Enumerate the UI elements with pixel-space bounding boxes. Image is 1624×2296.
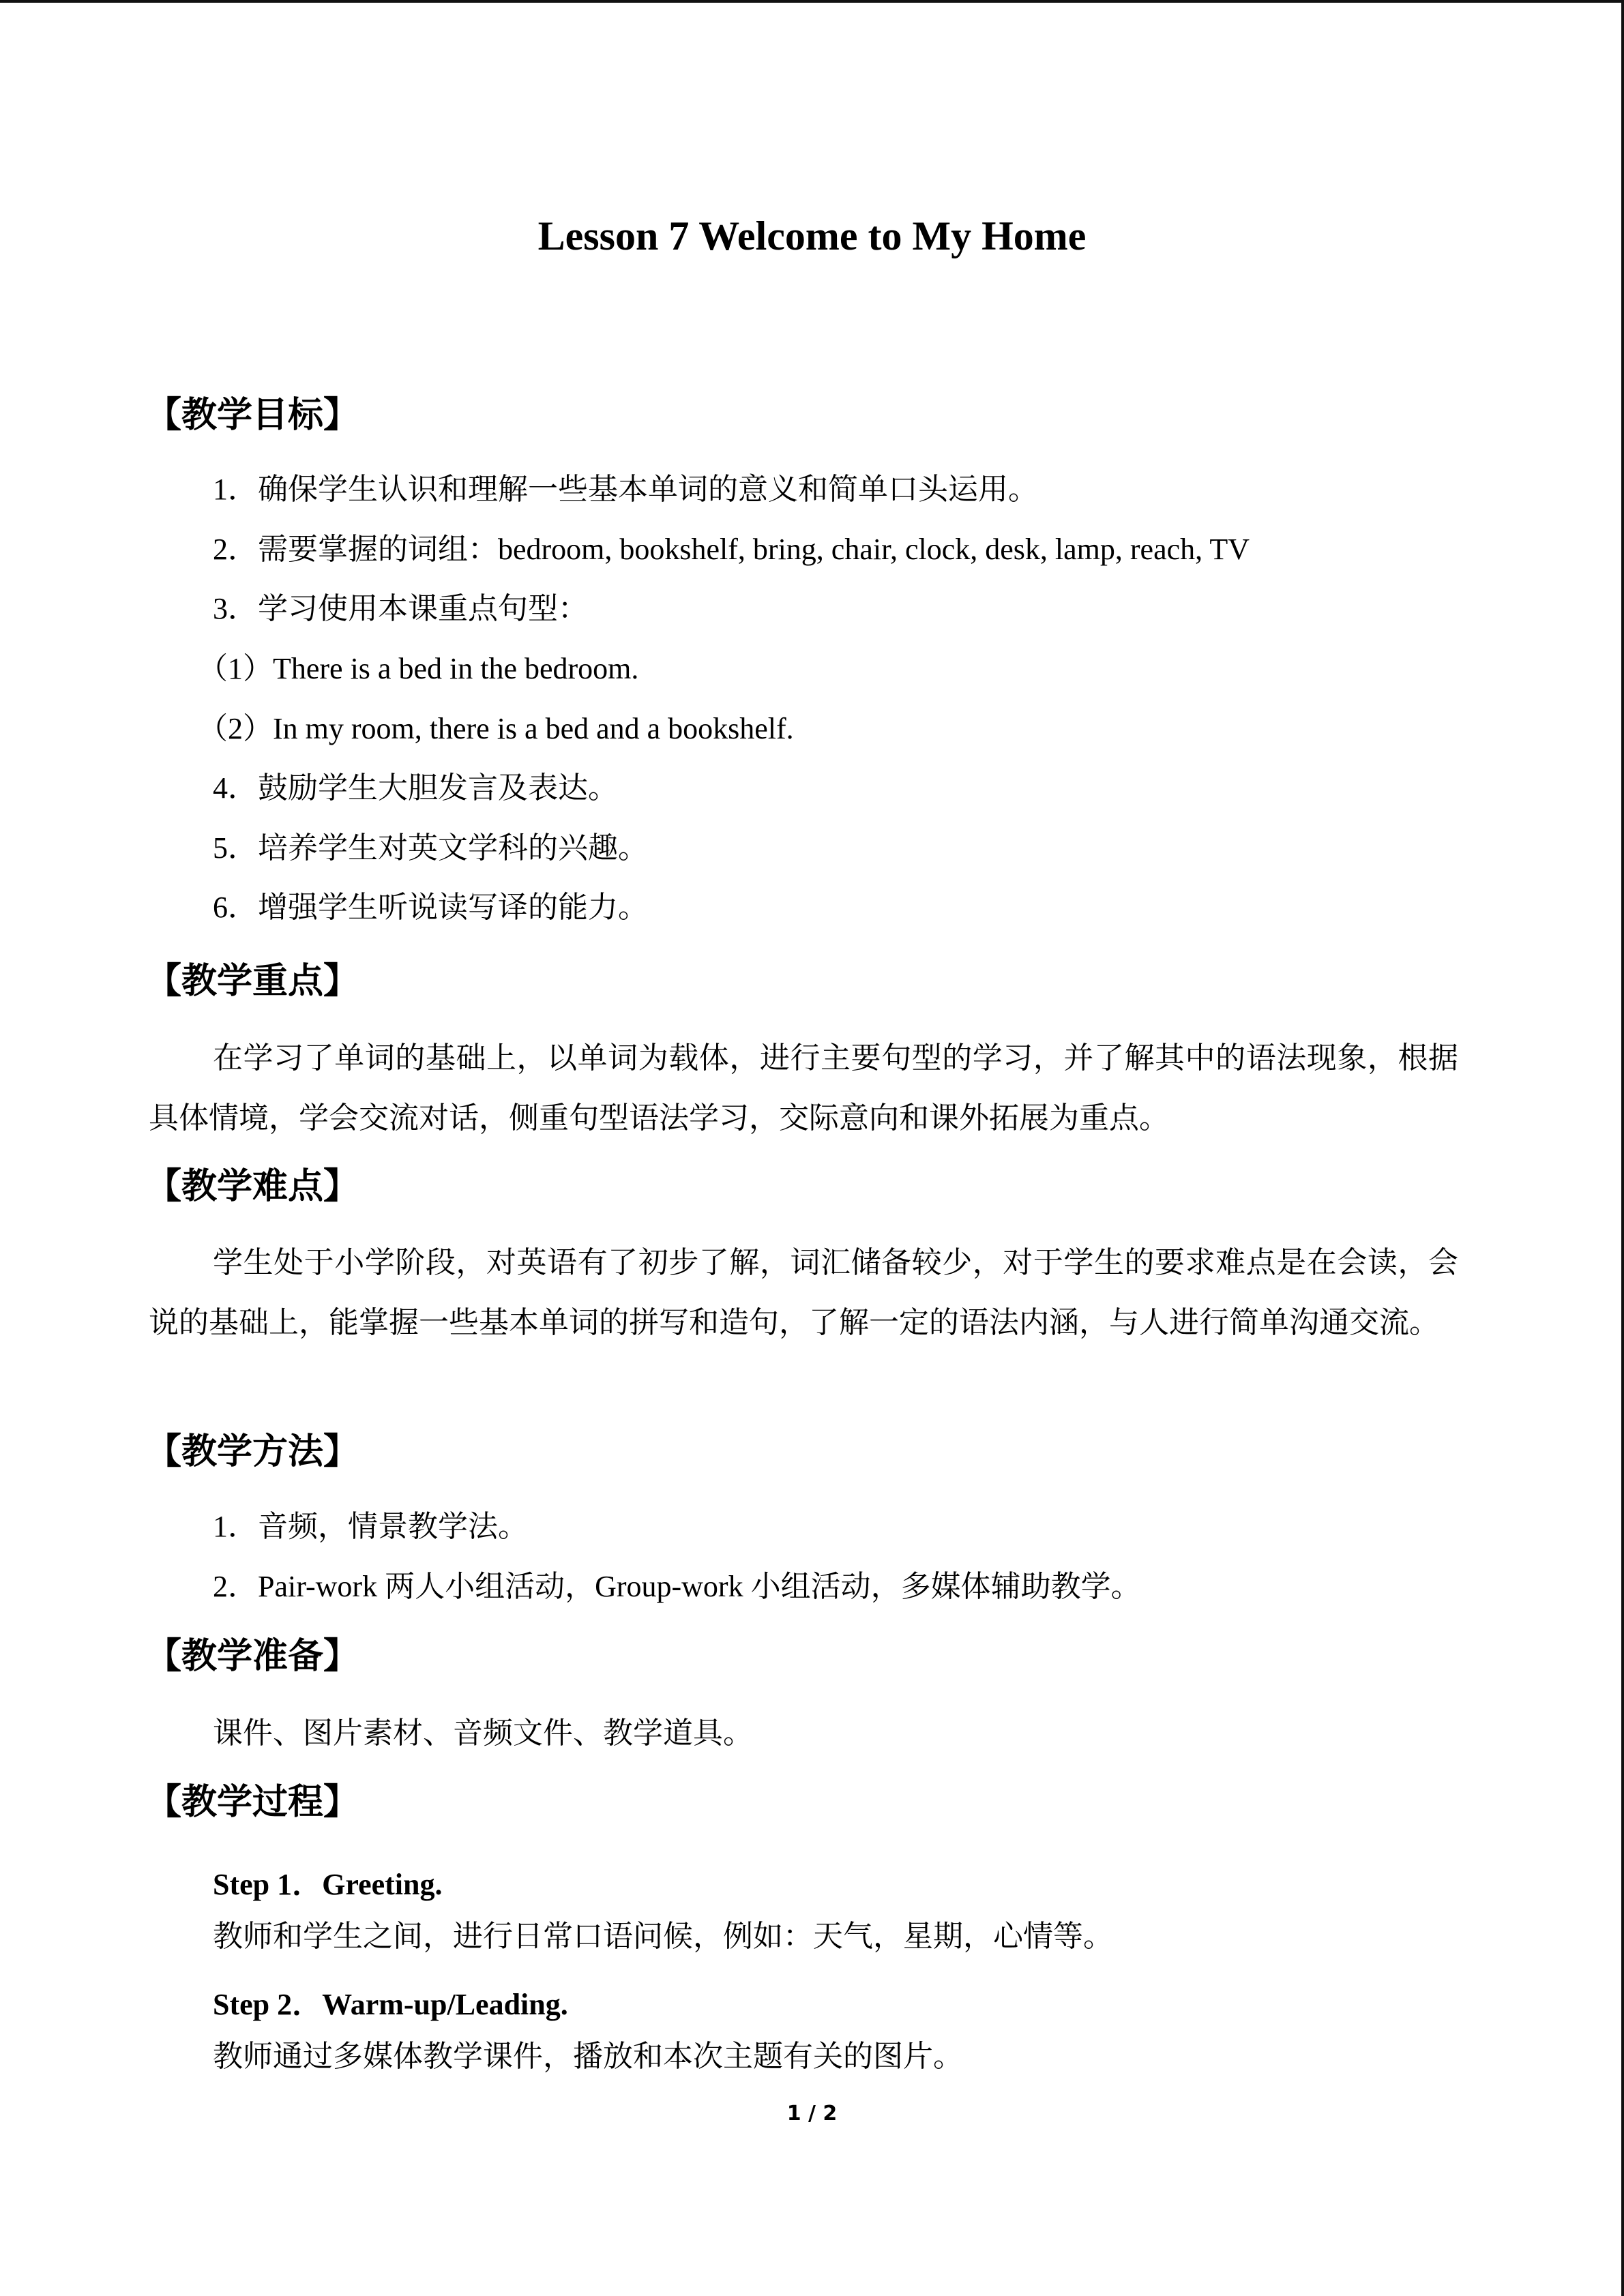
- step-label: Step 2．Warm-up/Leading.: [213, 1988, 568, 2021]
- step-text: 教师和学生之间，进行日常口语问候，例如：天气，星期，心情等。: [213, 1920, 1113, 1953]
- page-top-border: [0, 0, 1624, 3]
- section-heading-process: 【教学过程】: [146, 1782, 359, 1823]
- page-indicator: 1 / 2: [786, 2102, 838, 2126]
- step-label: Step 1．Greeting.: [213, 1868, 443, 1901]
- objective-item: 1．确保学生认识和理解一些基本单词的意义和简单口头运用。: [213, 473, 1038, 506]
- objective-subitem: （1）There is a bed in the bedroom.: [198, 652, 639, 685]
- objective-subitem: （2）In my room, there is a bed and a bookshelf.: [198, 712, 794, 745]
- section-heading-preparation: 【教学准备】: [146, 1636, 359, 1677]
- difficulties-paragraph: 学生处于小学阶段，对英语有了初步了解，词汇储备较少，对于学生的要求难点是在会读，会说的基础上，能掌握一些基本单词的拼写和造句，了解一定的语法内涵，与人进行简单沟通交流。: [149, 1246, 1458, 1339]
- document-title: Lesson 7 Welcome to My Home: [537, 213, 1087, 258]
- objective-item: 5．培养学生对英文学科的兴趣。: [213, 831, 648, 865]
- page-right-border: [1621, 0, 1624, 2296]
- objective-item: 3．学习使用本课重点句型：: [213, 592, 588, 625]
- section-heading-difficulties: 【教学难点】: [146, 1166, 359, 1207]
- objective-item: 2．需要掌握的词组：bedroom, bookshelf, bring, chair, clock, desk, lamp, reach, TV: [213, 533, 1250, 566]
- section-heading-objectives: 【教学目标】: [146, 395, 359, 436]
- objective-item: 4．鼓励学生大胆发言及表达。: [213, 771, 618, 805]
- method-item: 1．音频，情景教学法。: [213, 1510, 528, 1543]
- objective-item: 6．增强学生听说读写译的能力。: [213, 891, 648, 924]
- key-points-paragraph: 在学习了单词的基础上，以单词为载体，进行主要句型的学习，并了解其中的语法现象，根据具体情境，学会交流对话，侧重句型语法学习，交际意向和课外拓展为重点。: [149, 1041, 1458, 1135]
- step-text: 教师通过多媒体教学课件，播放和本次主题有关的图片。: [213, 2040, 963, 2073]
- section-heading-methods: 【教学方法】: [146, 1431, 359, 1472]
- preparation-text: 课件、图片素材、音频文件、教学道具。: [213, 1716, 753, 1750]
- section-heading-key-points: 【教学重点】: [146, 961, 359, 1002]
- method-item: 2．Pair-work 两人小组活动，Group-work 小组活动，多媒体辅助教学。: [213, 1570, 1141, 1603]
